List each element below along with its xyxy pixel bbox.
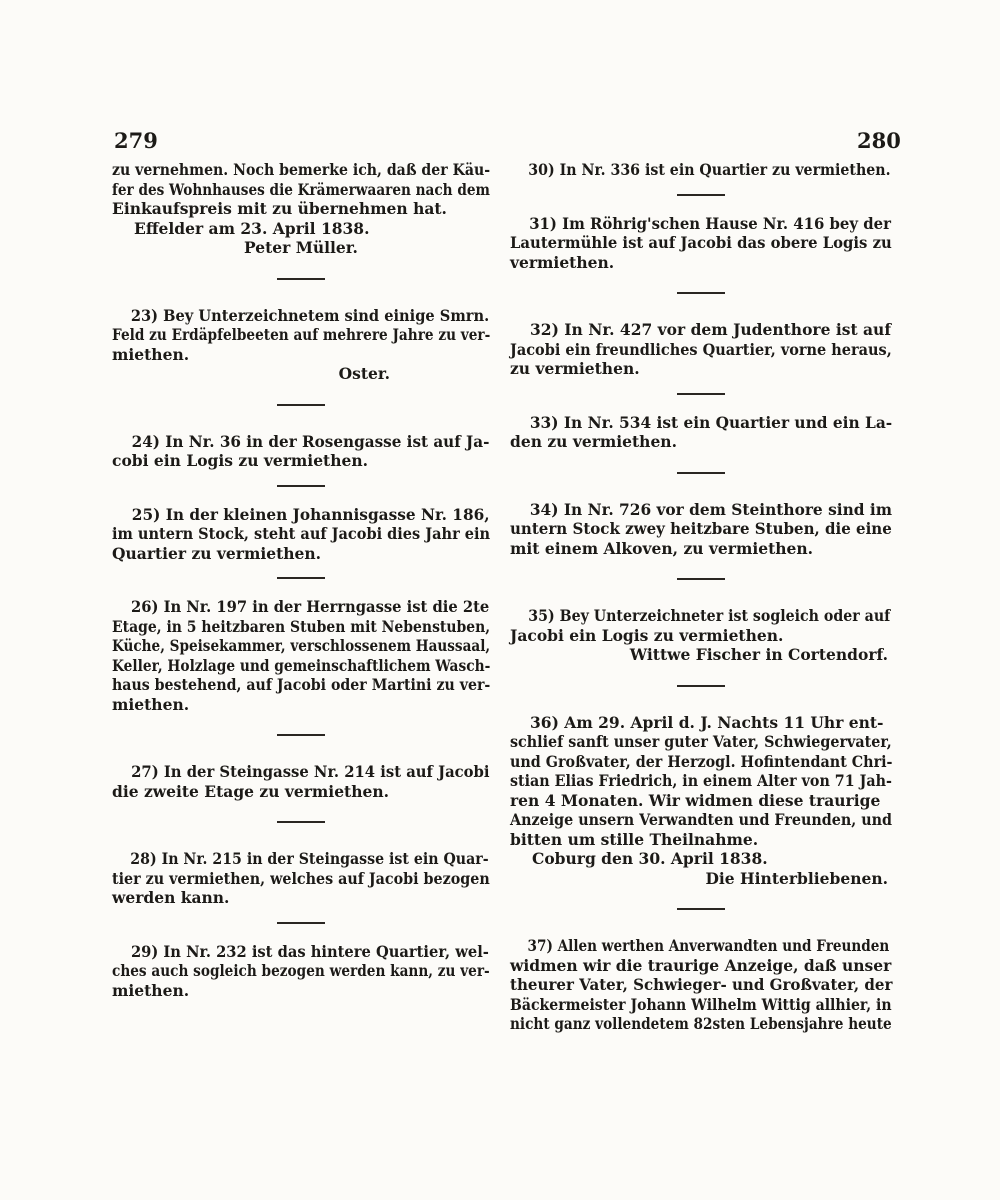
text-line: Jacobi ein Logis zu vermiethen. bbox=[510, 625, 784, 645]
left-column bbox=[112, 160, 490, 1000]
text-line: 32) In Nr. 427 vor dem Judenthore ist auf bbox=[530, 320, 891, 339]
text-line: 28) In Nr. 215 in der Steingasse ist ein Quar- bbox=[130, 849, 489, 868]
text-line: 34) In Nr. 726 vor dem Steinthore sind im bbox=[529, 499, 892, 519]
signature: Wittwe Fischer in Cortendorf. bbox=[629, 645, 888, 664]
entry-32 bbox=[510, 320, 892, 379]
signature: Oster. bbox=[338, 364, 390, 383]
text-line: 37) Allen werthen Anverwandten und Freunden bbox=[527, 936, 890, 955]
right-column bbox=[510, 160, 892, 1034]
divider bbox=[277, 734, 325, 736]
divider bbox=[677, 393, 725, 395]
text-line: zu vermiethen. bbox=[510, 359, 640, 378]
text-line: schlief sanft unser guter Vater, Schwiegervater, bbox=[510, 732, 892, 751]
text-line: theurer Vater, Schwieger- und Großvater, der bbox=[510, 975, 893, 994]
text-line: zu vernehmen. Noch bemerke ich, daß der Käu- bbox=[112, 160, 491, 179]
text-line: nicht ganz vollendetem 82sten Lebensjahre heute bbox=[510, 1014, 892, 1033]
text-line: Feld zu Erdäpfelbeeten auf mehrere Jahre zu ver- bbox=[112, 325, 491, 344]
divider bbox=[277, 821, 325, 823]
text-line: Effelder am 23. April 1838. bbox=[134, 218, 370, 238]
entry-23 bbox=[112, 306, 490, 384]
text-line: Etage, in 5 heitzbaren Stuben mit Nebenstuben, bbox=[112, 616, 491, 636]
entry-33 bbox=[510, 413, 892, 452]
text-line: im untern Stock, steht auf Jacobi dies Jahr ein bbox=[112, 524, 491, 543]
text-line: ches auch sogleich bezogen werden kann, zu ver- bbox=[112, 961, 490, 980]
entry-28 bbox=[112, 849, 490, 908]
divider bbox=[677, 908, 725, 910]
text-line: 33) In Nr. 534 ist ein Quartier und ein La- bbox=[529, 412, 893, 432]
text-line: 30) In Nr. 336 ist ein Quartier zu vermiethen. bbox=[528, 160, 891, 179]
text-line: 24) In Nr. 36 in der Rosengasse ist auf Ja- bbox=[131, 431, 490, 451]
entry-30 bbox=[510, 160, 892, 180]
text-line: miethen. bbox=[112, 980, 190, 1000]
text-line: cobi ein Logis zu vermiethen. bbox=[112, 451, 369, 470]
text-line: den zu vermiethen. bbox=[510, 432, 677, 451]
text-line: die zweite Etage zu vermiethen. bbox=[112, 781, 390, 801]
entry-26 bbox=[112, 597, 490, 714]
divider bbox=[677, 472, 725, 474]
text-line: Keller, Holzlage und gemeinschaftlichem Wasch- bbox=[112, 655, 491, 675]
text-line: haus bestehend, auf Jacobi oder Martini zu ver- bbox=[112, 675, 491, 694]
text-line: miethen. bbox=[112, 694, 190, 714]
signature: Peter Müller. bbox=[244, 238, 358, 257]
entry-36 bbox=[510, 713, 892, 889]
text-line: Bäckermeister Johann Wilhelm Wittig allhier, in bbox=[510, 994, 892, 1014]
text-line: stian Elias Friedrich, in einem Alter von 71 Jah- bbox=[510, 771, 892, 790]
entry-29 bbox=[112, 942, 490, 1001]
text-line: 27) In der Steingasse Nr. 214 ist auf Jacobi bbox=[131, 762, 490, 781]
text-line: 25) In der kleinen Johannisgasse Nr. 186, bbox=[131, 504, 490, 524]
text-line: ren 4 Monaten. Wir widmen diese traurige bbox=[510, 790, 881, 810]
entry-25 bbox=[112, 505, 490, 564]
entry-27 bbox=[112, 762, 490, 801]
text-line: untern Stock zwey heitzbare Stuben, die eine bbox=[510, 519, 892, 538]
text-line: und Großvater, der Herzogl. Hofintendant Chri- bbox=[510, 751, 893, 771]
divider bbox=[277, 485, 325, 487]
text-line: mit einem Alkoven, zu vermiethen. bbox=[510, 538, 814, 558]
entry-24 bbox=[112, 432, 490, 471]
text-line: Einkaufspreis mit zu übernehmen hat. bbox=[112, 199, 447, 218]
text-line: werden kann. bbox=[112, 888, 230, 907]
divider bbox=[277, 922, 325, 924]
divider bbox=[677, 685, 725, 687]
entry-continued bbox=[112, 160, 490, 258]
page-number-left: 279 bbox=[114, 128, 158, 153]
text-line: 35) Bey Unterzeichneter ist sogleich oder auf bbox=[528, 606, 891, 625]
text-line: miethen. bbox=[112, 344, 190, 364]
text-line: fer des Wohnhauses die Krämerwaaren nach dem bbox=[112, 179, 490, 199]
entry-34 bbox=[510, 500, 892, 559]
text-line: 29) In Nr. 232 ist das hintere Quartier, wel- bbox=[130, 941, 489, 961]
text-line: Lautermühle ist auf Jacobi das obere Logis zu bbox=[510, 233, 892, 252]
text-line: 26) In Nr. 197 in der Herrngasse ist die 2te bbox=[131, 597, 490, 616]
text-line: Jacobi ein freundliches Quartier, vorne heraus, bbox=[510, 339, 892, 359]
divider bbox=[277, 278, 325, 280]
text-line: 31) Im Röhrig'schen Hause Nr. 416 bey der bbox=[529, 213, 891, 233]
text-line: bitten um stille Theilnahme. bbox=[510, 829, 759, 849]
text-line: Küche, Speisekammer, verschlossenem Haussaal, bbox=[112, 636, 491, 655]
text-line: 23) Bey Unterzeichnetem sind einige Smrn. bbox=[130, 305, 490, 325]
entry-37 bbox=[510, 936, 892, 1034]
divider bbox=[277, 404, 325, 406]
entry-35 bbox=[510, 606, 892, 665]
text-line: Coburg den 30. April 1838. bbox=[532, 849, 768, 868]
divider bbox=[677, 194, 725, 196]
text-line: Quartier zu vermiethen. bbox=[112, 543, 322, 563]
divider bbox=[677, 292, 725, 294]
divider bbox=[277, 577, 325, 579]
entry-31 bbox=[510, 214, 892, 273]
page-number-right: 280 bbox=[857, 128, 901, 153]
text-line: vermiethen. bbox=[510, 252, 615, 272]
text-line: 36) Am 29. April d. J. Nachts 11 Uhr ent- bbox=[530, 712, 884, 732]
signature: Die Hinterbliebenen. bbox=[705, 868, 888, 888]
text-line: widmen wir die traurige Anzeige, daß unser bbox=[510, 955, 892, 975]
divider bbox=[677, 578, 725, 580]
text-line: tier zu vermiethen, welches auf Jacobi bezogen bbox=[112, 868, 490, 888]
text-line: Anzeige unsern Verwandten und Freunden, und bbox=[510, 810, 893, 829]
